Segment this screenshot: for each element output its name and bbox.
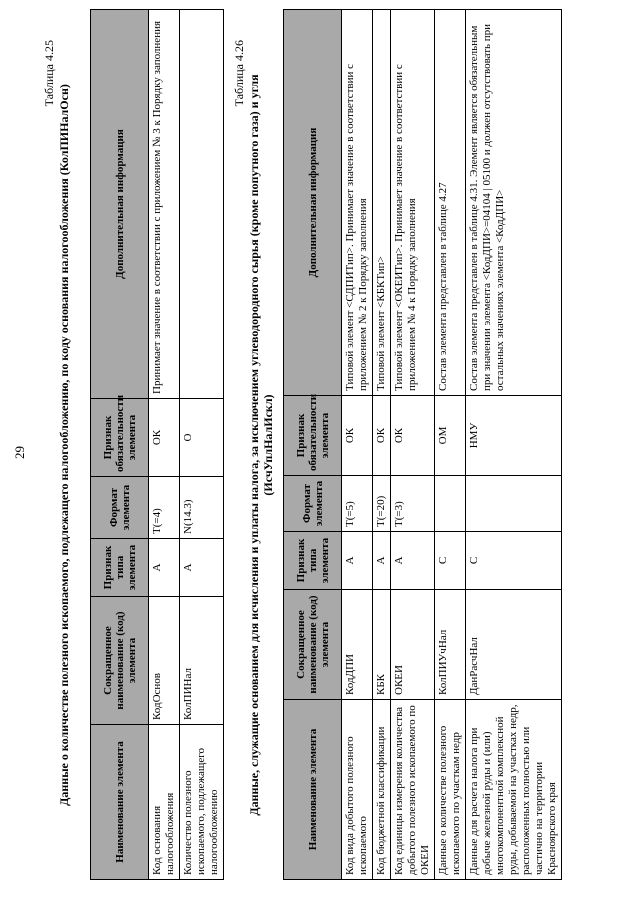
table-cell: КолПИУчНал	[435, 590, 466, 700]
table2-header-cell: Сокращенное наименование (код) элемента	[284, 590, 342, 700]
table-cell: Данные о количестве полезного ископаемого по участкам недр	[435, 700, 466, 880]
table2-caption: Данные, служащие основанием для исчисления и уплаты налога, за исключением углеводородного сырья (кроме попутного газа) и угля (ИсчУплНалИскл)	[247, 74, 275, 816]
table-cell: КБК	[373, 590, 391, 700]
table-row	[149, 10, 180, 880]
table2	[283, 9, 562, 880]
table-cell: НМУ	[466, 396, 562, 476]
table1-header-cell: Признак типа элемента	[91, 539, 149, 597]
table-cell: T(=5)	[342, 476, 373, 532]
table2-header-row	[284, 10, 342, 880]
table-cell: КодДПИ	[342, 590, 373, 700]
table2-header-cell: Наименование элемента	[284, 700, 342, 880]
table-cell: T(=20)	[373, 476, 391, 532]
table-cell: Состав элемента представлен в таблице 4.27	[435, 10, 466, 396]
table-row	[373, 10, 391, 880]
table-cell: Код основания налогообложения	[149, 725, 180, 880]
table-cell: О	[180, 399, 224, 477]
table1-header-cell: Формат элемента	[91, 477, 149, 539]
table1-number: Таблица 4.25	[42, 40, 56, 107]
table-cell: Код бюджетной классификации	[373, 700, 391, 880]
table2-header-cell: Дополнительная информация	[284, 10, 342, 396]
table1-header-cell: Дополнительная информация	[91, 10, 149, 399]
table-cell: Типовой элемент <ОКЕИТип>. Принимает значение в соответствии с приложением № 4 к Порядку заполнения	[391, 10, 435, 396]
table-cell: ОКЕИ	[391, 590, 435, 700]
table-cell: Типовой элемент <СДПИТип>. Принимает значение в соответствии с приложением № 2 к Порядку заполнения	[342, 10, 373, 396]
table-row	[342, 10, 373, 880]
table-cell: А	[342, 532, 373, 590]
table-cell: А	[391, 532, 435, 590]
table-cell: ОК	[149, 399, 180, 477]
page-number: 29	[12, 446, 27, 459]
table-cell: Код вида добытого полезного ископаемого	[342, 700, 373, 880]
table-cell	[180, 10, 224, 399]
table-cell: ОК	[391, 396, 435, 476]
table2-number: Таблица 4.26	[232, 40, 246, 107]
table-cell	[435, 476, 466, 532]
table-row	[391, 10, 435, 880]
table-row	[435, 10, 466, 880]
table2-header-cell: Признак обязательности элемента	[284, 396, 342, 476]
table-cell: N(14.3)	[180, 477, 224, 539]
table-row	[180, 10, 224, 880]
table-cell: КодОснов	[149, 597, 180, 725]
table-cell: ДанРасчНал	[466, 590, 562, 700]
table-cell: Данные для расчета налога при добыче железной руды и (или) многокомпонентной комплексной руды, добываемой на участках недр, расположенных полностью или частично на территории Красноярского края	[466, 700, 562, 880]
table-cell: T(=3)	[391, 476, 435, 532]
table-cell: ОМ	[435, 396, 466, 476]
table-cell: Код единицы измерения количества добытого полезного ископаемого по ОКЕИ	[391, 700, 435, 880]
table1-header-cell: Сокращенное наименование (код) элемента	[91, 597, 149, 725]
table1-header-cell: Признак обязательности элемента	[91, 399, 149, 477]
table-cell: А	[149, 539, 180, 597]
table1-header-cell: Наименование элемента	[91, 725, 149, 880]
table-cell: T(=4)	[149, 477, 180, 539]
table-cell	[466, 476, 562, 532]
table1	[90, 9, 224, 880]
table1-caption: Данные о количестве полезного ископаемого, подлежащего налогообложению, по коду основания налогообложения (КолПИНалОсн)	[57, 84, 71, 806]
table-cell: ОК	[373, 396, 391, 476]
table-cell: С	[435, 532, 466, 590]
table-cell: Типовой элемент <КБКТип>	[373, 10, 391, 396]
table-cell: КолПИНал	[180, 597, 224, 725]
table-cell: С	[466, 532, 562, 590]
table-cell: Количество полезного ископаемого, подлежащего налогообложению	[180, 725, 224, 880]
table-cell: Принимает значение в соответствии с приложением № 3 к Порядку заполнения	[149, 10, 180, 399]
table2-header-cell: Формат элемента	[284, 476, 342, 532]
table-cell: А	[180, 539, 224, 597]
table-cell: ОК	[342, 396, 373, 476]
table2-header-cell: Признак типа элемента	[284, 532, 342, 590]
table-cell: А	[373, 532, 391, 590]
table-cell: Состав элемента представлен в таблице 4.31. Элемент является обязательным при значении элемента <КодДПИ>=04104 | 05100 и должен отсутствовать при остальных значениях элемента <КодДПИ>	[466, 10, 562, 396]
table1-header-row	[91, 10, 149, 880]
table-row	[466, 10, 562, 880]
